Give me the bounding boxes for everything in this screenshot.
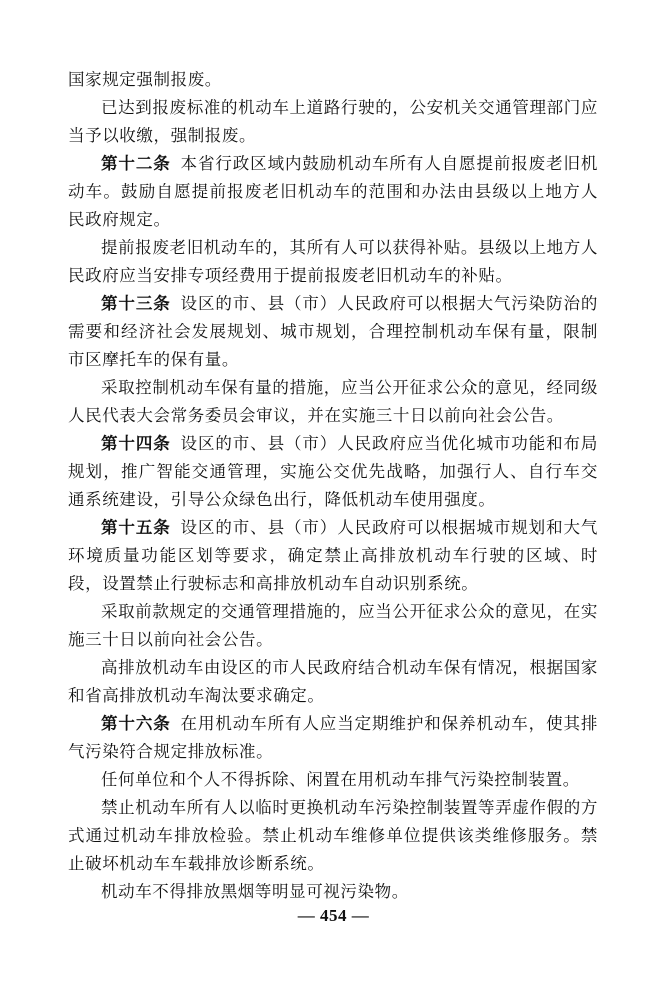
- paragraph-text: 设区的市、县（市）人民政府应当优化城市功能和布局规划，推广智能交通管理，实施公交优先战略，加强行人、自行车交通系统建设，引导公众绿色出行，降低机动车使用强度。: [68, 434, 598, 509]
- paragraph: [68, 234, 598, 290]
- paragraph-text: 禁止机动车所有人以临时更换机动车污染控制装置等弄虚作假的方式通过机动车排放检验。禁止机动车维修单位提供该类维修服务。禁止破坏机动车车载排放诊断系统。: [68, 798, 598, 873]
- article-paragraph: [68, 150, 598, 234]
- page-number: — 454 —: [297, 906, 370, 925]
- paragraph-text: 采取控制机动车保有量的措施，应当公开征求公众的意见，经同级人民代表大会常务委员会审议，并在实施三十日以前向社会公告。: [68, 378, 598, 425]
- article-number: 第十二条: [101, 154, 171, 173]
- paragraph-text: 在用机动车所有人应当定期维护和保养机动车，使其排气污染符合规定排放标准。: [68, 714, 598, 761]
- paragraph: [68, 66, 598, 94]
- paragraph-text: 采取前款规定的交通管理措施的，应当公开征求公众的意见，在实施三十日以前向社会公告。: [68, 602, 598, 649]
- paragraph: [68, 794, 598, 878]
- article-paragraph: [68, 290, 598, 374]
- paragraph: [68, 374, 598, 430]
- paragraph-text: 提前报废老旧机动车的，其所有人可以获得补贴。县级以上地方人民政府应当安排专项经费用于提前报废老旧机动车的补贴。: [68, 238, 598, 285]
- paragraph-text: 本省行政区域内鼓励机动车所有人自愿提前报废老旧机动车。鼓励自愿提前报废老旧机动车的范围和办法由县级以上地方人民政府规定。: [68, 154, 598, 229]
- article-number: 第十三条: [101, 294, 171, 313]
- paragraph-text: 机动车不得排放黑烟等明显可视污染物。: [101, 882, 409, 901]
- paragraph-text: 设区的市、县（市）人民政府可以根据城市规划和大气环境质量功能区划等要求，确定禁止高排放机动车行驶的区域、时段，设置禁止行驶标志和高排放机动车自动识别系统。: [68, 518, 598, 593]
- body-text: [68, 66, 598, 906]
- paragraph-text: 设区的市、县（市）人民政府可以根据大气污染防治的需要和经济社会发展规划、城市规划，合理控制机动车保有量，限制市区摩托车的保有量。: [68, 294, 598, 369]
- paragraph: [68, 94, 598, 150]
- article-paragraph: [68, 430, 598, 514]
- paragraph-text: 高排放机动车由设区的市人民政府结合机动车保有情况，根据国家和省高排放机动车淘汰要求确定。: [68, 658, 598, 705]
- paragraph: [68, 654, 598, 710]
- article-number: 第十五条: [101, 518, 171, 537]
- paragraph-text: 国家规定强制报废。: [68, 70, 222, 89]
- article-number: 第十六条: [101, 714, 171, 733]
- paragraph: [68, 598, 598, 654]
- article-number: 第十四条: [101, 434, 171, 453]
- paragraph: [68, 766, 598, 794]
- article-paragraph: [68, 514, 598, 598]
- paragraph-text: 任何单位和个人不得拆除、闲置在用机动车排气污染控制装置。: [101, 770, 580, 789]
- paragraph: [68, 878, 598, 906]
- article-paragraph: [68, 710, 598, 766]
- paragraph-text: 已达到报废标准的机动车上道路行驶的，公安机关交通管理部门应当予以收缴，强制报废。: [68, 98, 598, 145]
